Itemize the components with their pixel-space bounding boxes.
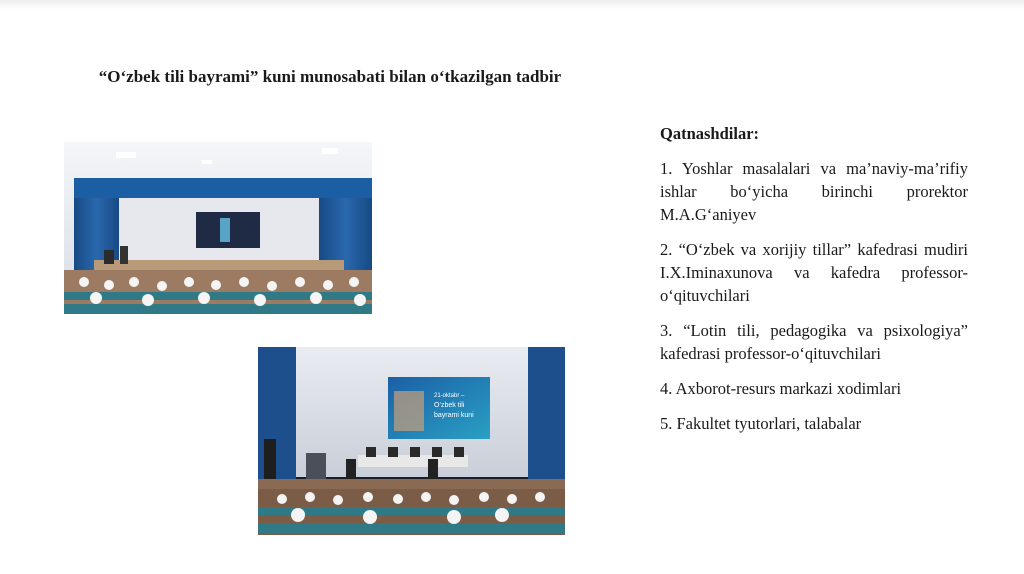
- event-photo-2: [258, 347, 565, 535]
- participant-item-4: 4. Axborot-resurs markazi xodimlari: [660, 379, 902, 398]
- slide-title: “O‘zbek tili bayrami” kuni munosabati bilan o‘tkazilgan tadbir: [98, 67, 562, 86]
- participant-item-2: 2. “O‘zbek va xorijiy tillar” kafedrasi mudiri I.X.Iminaxunova va kafedra professor-o‘qituvchilari: [660, 240, 968, 305]
- top-shadow: [0, 0, 1024, 10]
- participant-item-1: 1. Yoshlar masalalari va ma’naviy-ma’rifiy ishlar bo‘yicha birinchi prorektor M.A.G‘aniyev: [660, 159, 968, 224]
- screen-text-line-3: bayrami kuni: [434, 412, 474, 419]
- participant-item-5: 5. Fakultet tyutorlari, talabalar: [660, 414, 862, 433]
- participant-item-3: 3. “Lotin tili, pedagogika va psixologiya” kafedrasi professor-o‘qituvchilari: [660, 321, 968, 363]
- screen-text-line-1: 21-oktabr –: [434, 393, 465, 399]
- participants-heading: Qatnashdilar:: [660, 124, 760, 143]
- event-photo-1: [64, 142, 372, 314]
- screen-text-line-2: O‘zbek tili: [434, 402, 465, 409]
- participants-list: [660, 122, 968, 447]
